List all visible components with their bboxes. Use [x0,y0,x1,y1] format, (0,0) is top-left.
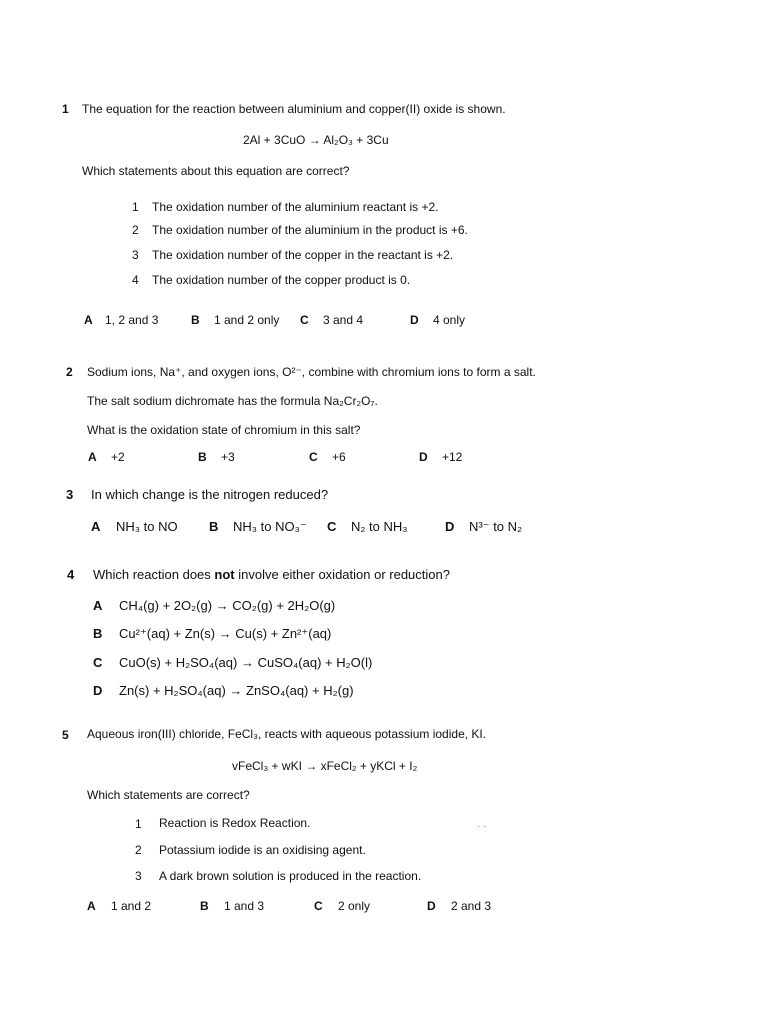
chemical-equation: vFeCl₃ + wKI → xFeCl₂ + yKCl + I₂ [232,759,418,773]
question-stem: Aqueous iron(III) chloride, FeCl₃, reacts with aqueous potassium iodide, KI. [87,727,487,741]
statement-text: A dark brown solution is produced in the reaction. [159,869,422,883]
chemical-equation: 2Al + 3CuO → Al₂O₃ + 3Cu [243,133,389,147]
question-stem: In which change is the nitrogen reduced? [91,487,329,502]
question-prompt: Which statements about this equation are correct? [82,164,350,178]
option-text[interactable]: N₂ to NH₃ [351,519,408,534]
statement-number: 2 [135,843,142,857]
option-letter[interactable]: B [191,313,200,327]
option-letter[interactable]: D [445,519,455,534]
statement-number: 4 [132,273,139,287]
option-letter[interactable]: A [87,899,96,913]
option-text[interactable]: NH₃ to NO [116,519,178,534]
question-number: 5 [62,728,69,742]
option-text[interactable]: Cu²⁺(aq) + Zn(s) → Cu(s) + Zn²⁺(aq) [119,626,332,641]
option-letter[interactable]: C [93,655,103,670]
option-text[interactable]: +3 [221,450,235,464]
option-letter[interactable]: C [314,899,323,913]
question-stem: Sodium ions, Na⁺, and oxygen ions, O²⁻, combine with chromium ions to form a salt. [87,365,536,379]
question-number: 1 [62,102,69,116]
option-text[interactable]: 2 only [338,899,371,913]
option-letter[interactable]: C [327,519,337,534]
option-text[interactable]: 1 and 2 [111,899,152,913]
statement-text: Potassium iodide is an oxidising agent. [159,843,366,857]
stem-part: involve either oxidation or reduction? [234,567,450,582]
option-text[interactable]: CH₄(g) + 2O₂(g) → CO₂(g) + 2H₂O(g) [119,598,336,613]
stem-emphasis: not [214,567,235,582]
option-text[interactable]: 1 and 3 [224,899,265,913]
option-letter[interactable]: C [309,450,318,464]
option-letter[interactable]: B [209,519,219,534]
statement-text: The oxidation number of the aluminium reactant is +2. [152,200,439,214]
question-prompt: Which statements are correct? [87,788,250,802]
option-letter[interactable]: A [84,313,93,327]
option-text[interactable]: Zn(s) + H₂SO₄(aq) → ZnSO₄(aq) + H₂(g) [119,683,354,698]
statement-number: 3 [132,248,139,262]
option-letter[interactable]: C [300,313,309,327]
question-stem: The equation for the reaction between aluminium and copper(II) oxide is shown. [82,102,506,116]
question-line: The salt sodium dichromate has the formula Na₂Cr₂O₇. [87,394,378,408]
question-number: 2 [66,365,73,379]
option-letter[interactable]: B [200,899,209,913]
option-letter[interactable]: D [410,313,419,327]
option-letter[interactable]: A [88,450,97,464]
option-text[interactable]: 1 and 2 only [214,313,280,327]
option-letter[interactable]: D [427,899,436,913]
option-text[interactable]: +2 [111,450,125,464]
option-text[interactable]: 2 and 3 [451,899,492,913]
statement-number: 1 [135,817,142,831]
question-number: 3 [66,487,74,502]
statement-number: 3 [135,869,142,883]
option-text[interactable]: +6 [332,450,346,464]
option-text[interactable]: N³⁻ to N₂ [469,519,523,534]
option-text[interactable]: 3 and 4 [323,313,364,327]
option-text[interactable]: CuO(s) + H₂SO₄(aq) → CuSO₄(aq) + H₂O(l) [119,655,373,670]
option-text[interactable]: 1, 2 and 3 [105,313,159,327]
option-letter[interactable]: A [91,519,101,534]
option-text[interactable]: +12 [442,450,463,464]
statement-text: The oxidation number of the aluminium in the product is +6. [152,223,468,237]
scan-artifact: · · [477,821,487,832]
option-letter[interactable]: B [198,450,207,464]
statement-text: Reaction is Redox Reaction. [159,816,311,830]
question-prompt: What is the oxidation state of chromium in this salt? [87,423,361,437]
option-letter[interactable]: B [93,626,103,641]
statement-text: The oxidation number of the copper product is 0. [152,273,411,287]
statement-number: 2 [132,223,139,237]
option-letter[interactable]: D [93,683,103,698]
stem-part: Which reaction does [93,567,215,582]
statement-number: 1 [132,200,139,214]
option-letter[interactable]: D [419,450,428,464]
question-number: 4 [67,567,75,582]
option-letter[interactable]: A [93,598,103,613]
option-text[interactable]: 4 only [433,313,466,327]
statement-text: The oxidation number of the copper in the reactant is +2. [152,248,454,262]
question-stem [93,568,450,581]
option-text[interactable]: NH₃ to NO₃⁻ [233,519,307,534]
